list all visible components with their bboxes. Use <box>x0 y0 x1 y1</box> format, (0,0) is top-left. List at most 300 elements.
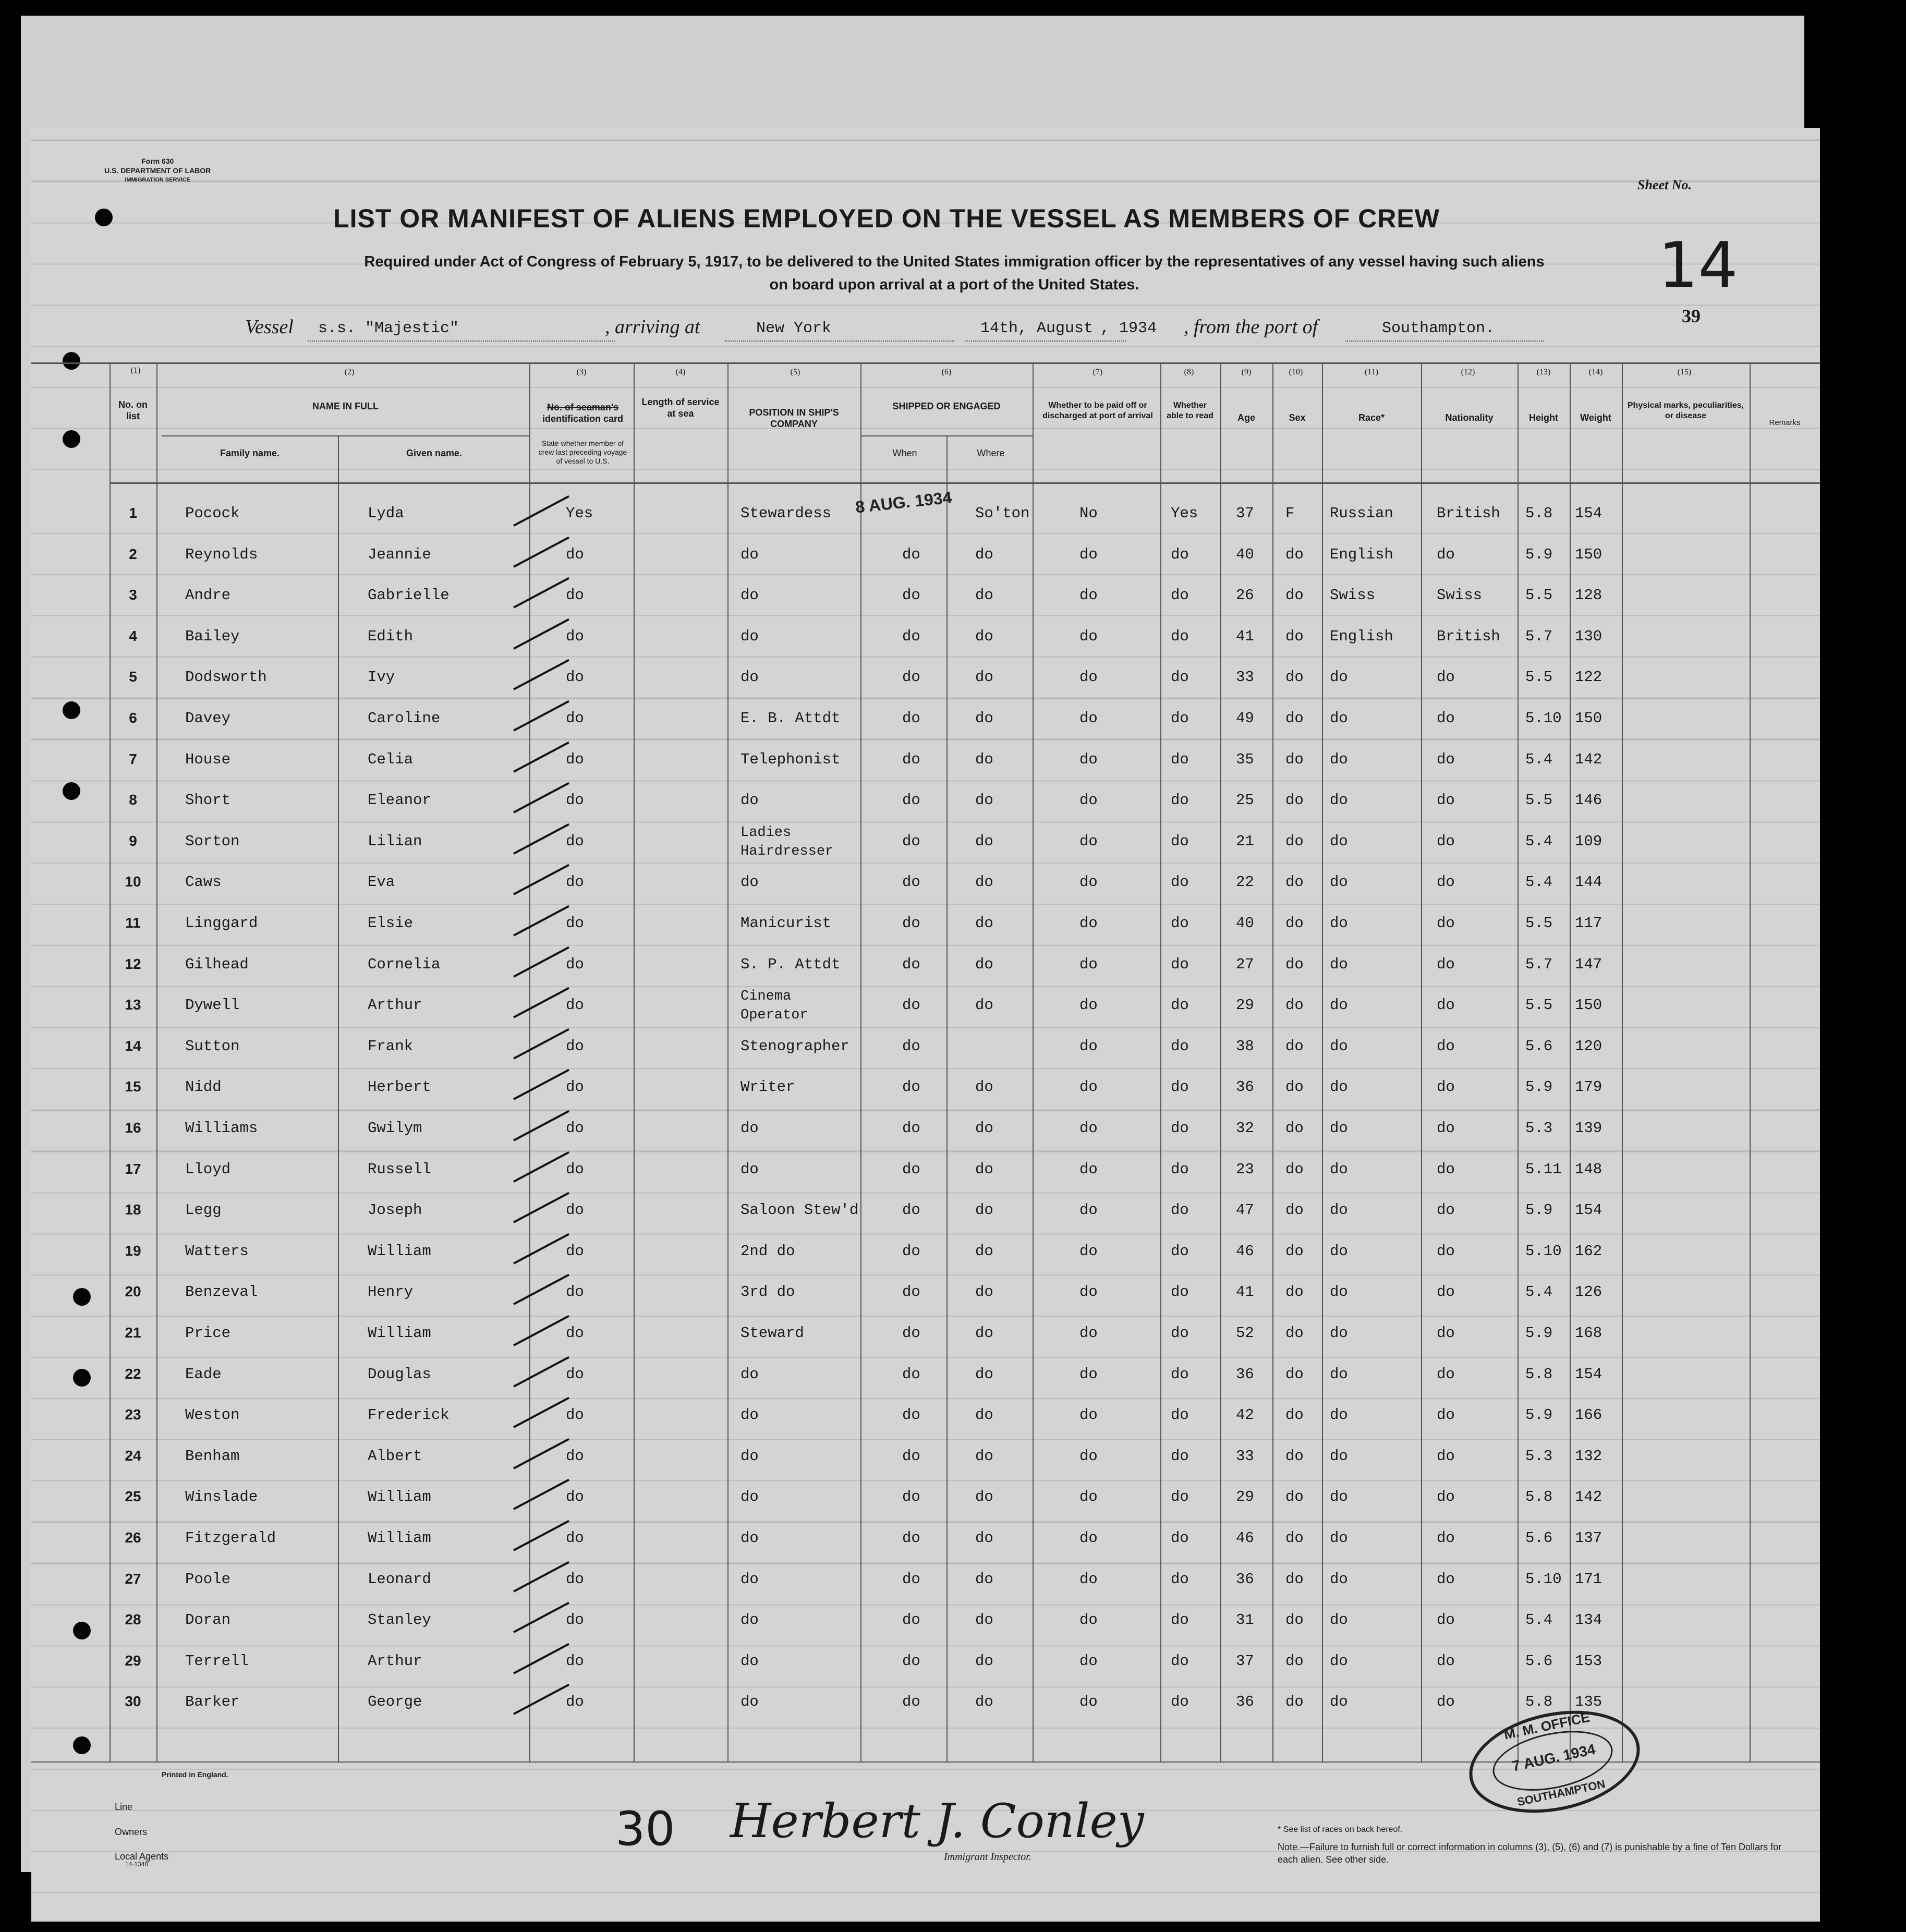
printed-label: Printed in England. <box>162 1770 228 1779</box>
nationality-cell: do <box>1437 545 1455 563</box>
dotted-rule <box>308 341 615 342</box>
weight-cell: 146 <box>1575 792 1603 809</box>
height-cell: 5.5 <box>1525 587 1553 604</box>
header-when: When <box>892 448 917 458</box>
able-to-read-cell: do <box>1171 997 1189 1014</box>
where-cell: do <box>975 1447 993 1465</box>
col-num: (5) <box>790 368 800 376</box>
where-cell: do <box>975 1120 993 1137</box>
height-cell: 5.9 <box>1525 545 1553 563</box>
when-cell: do <box>902 1406 920 1424</box>
header-height: Height <box>1529 412 1558 423</box>
nationality-cell: do <box>1437 1652 1455 1670</box>
given-name-cell: Eleanor <box>368 792 431 809</box>
able-to-read-cell: do <box>1171 1488 1189 1506</box>
where-cell: do <box>975 1365 993 1383</box>
able-to-read-cell: do <box>1171 915 1189 932</box>
position-cell: do <box>740 587 759 604</box>
punch-hole <box>95 209 113 226</box>
family-name-cell: Lloyd <box>185 1160 231 1178</box>
height-cell: 5.4 <box>1525 750 1553 768</box>
paid-off-cell: do <box>1079 915 1098 932</box>
age-cell: 33 <box>1236 669 1254 686</box>
weight-cell: 117 <box>1575 915 1603 932</box>
nationality-cell: do <box>1437 1529 1455 1547</box>
owners-label: Owners <box>115 1827 148 1837</box>
sex-cell: do <box>1285 750 1304 768</box>
where-cell: do <box>975 1325 993 1342</box>
age-cell: 36 <box>1236 1365 1254 1383</box>
sex-cell: do <box>1285 710 1304 727</box>
given-name-cell: Celia <box>368 750 414 768</box>
row-number: 15 <box>125 1078 141 1095</box>
able-to-read-cell: do <box>1171 587 1189 604</box>
given-name-cell: Frank <box>368 1037 414 1055</box>
able-to-read-cell: Yes <box>1171 505 1198 522</box>
height-cell: 5.8 <box>1525 1488 1553 1506</box>
weight-cell: 150 <box>1575 710 1603 727</box>
weight-cell: 130 <box>1575 627 1603 645</box>
paid-off-cell: do <box>1079 1283 1098 1301</box>
given-name-cell: Joseph <box>368 1201 422 1219</box>
when-cell: do <box>902 955 920 973</box>
inspector-signature: Herbert J. Conley <box>730 1794 1144 1849</box>
age-cell: 40 <box>1236 545 1254 563</box>
race-cell: do <box>1330 1078 1348 1096</box>
when-cell: do <box>902 1488 920 1506</box>
when-cell: do <box>902 1283 920 1301</box>
last-voyage-cell: do <box>566 627 584 645</box>
paid-off-cell: do <box>1079 1570 1098 1588</box>
able-to-read-cell: do <box>1171 1078 1189 1096</box>
nationality-cell: do <box>1437 1611 1455 1629</box>
row-number: 10 <box>125 873 141 890</box>
age-cell: 41 <box>1236 1283 1254 1301</box>
family-name-cell: Benham <box>185 1447 240 1465</box>
able-to-read-cell: do <box>1171 669 1189 686</box>
sheet-no-label: Sheet No. <box>1637 177 1692 192</box>
age-cell: 52 <box>1236 1325 1254 1342</box>
position-cell: do <box>740 669 759 686</box>
row-number: 11 <box>125 915 141 931</box>
family-name-cell: Sorton <box>185 832 240 850</box>
sex-cell: do <box>1285 955 1304 973</box>
paid-off-cell: do <box>1079 1037 1098 1055</box>
race-cell: do <box>1330 750 1348 768</box>
able-to-read-cell: do <box>1171 1325 1189 1342</box>
row-number: 26 <box>125 1529 141 1546</box>
sex-cell: do <box>1285 1242 1304 1260</box>
height-cell: 5.5 <box>1525 915 1553 932</box>
header-race: Race* <box>1358 412 1385 423</box>
sex-cell: do <box>1285 1447 1304 1465</box>
family-name-cell: Dodsworth <box>185 669 267 686</box>
nationality-cell: do <box>1437 1570 1455 1588</box>
agents-label: Local Agents <box>115 1851 169 1862</box>
given-name-cell: Elsie <box>368 915 414 932</box>
height-cell: 5.4 <box>1525 1283 1553 1301</box>
family-name-cell: Williams <box>185 1120 258 1137</box>
weight-cell: 134 <box>1575 1611 1603 1629</box>
position-cell: Saloon Stew'd <box>740 1201 859 1219</box>
row-number: 8 <box>129 792 137 808</box>
position-cell: Steward <box>740 1325 804 1342</box>
dotted-rule <box>725 341 954 342</box>
height-cell: 5.8 <box>1525 1693 1553 1711</box>
handwritten-sheet-number: 14 <box>1658 229 1738 302</box>
paid-off-cell: do <box>1079 1120 1098 1137</box>
col-rule <box>634 362 635 1763</box>
nationality-cell: do <box>1437 1488 1455 1506</box>
header-last-voyage: State whether member of crew last preceding voyage of vessel to U.S. <box>538 439 627 465</box>
arriving-value: New York <box>756 320 832 337</box>
weight-cell: 179 <box>1575 1078 1603 1096</box>
subtitle-line-1: Required under Act of Congress of February 5, 1917, to be delivered to the United States immigration officer by the representatives of any vessel having such aliens <box>364 253 1545 270</box>
row-number: 23 <box>125 1406 141 1423</box>
weight-cell: 162 <box>1575 1242 1603 1260</box>
age-cell: 21 <box>1236 832 1254 850</box>
given-name-cell: Frederick <box>368 1406 450 1424</box>
age-cell: 42 <box>1236 1406 1254 1424</box>
where-cell: So'ton <box>975 505 1030 522</box>
punch-hole <box>63 782 80 800</box>
row-number: 25 <box>125 1488 141 1505</box>
row-number: 19 <box>125 1242 141 1259</box>
position-cell: do <box>740 1406 759 1424</box>
family-name-cell: Short <box>185 792 231 809</box>
last-voyage-cell: do <box>566 1120 584 1137</box>
col-rule <box>1322 362 1323 1763</box>
when-cell: do <box>902 1570 920 1588</box>
given-name-cell: Ivy <box>368 669 395 686</box>
nationality-cell: do <box>1437 1078 1455 1096</box>
where-cell: do <box>975 669 993 686</box>
where-cell: do <box>975 1078 993 1096</box>
nationality-cell: do <box>1437 1242 1455 1260</box>
position-cell: do <box>740 1693 759 1711</box>
family-name-cell: Terrell <box>185 1652 249 1670</box>
sex-cell: do <box>1285 1160 1304 1178</box>
position-cell: do <box>740 1365 759 1383</box>
given-name-cell: Stanley <box>368 1611 431 1629</box>
position-cell: Ladies Hairdresser <box>740 824 834 859</box>
row-number: 24 <box>125 1447 141 1464</box>
header-given-name: Given name. <box>406 448 463 458</box>
weight-cell: 144 <box>1575 873 1603 891</box>
position-cell: Cinema Operator <box>740 989 808 1024</box>
when-cell: do <box>902 832 920 850</box>
race-cell: Swiss <box>1330 587 1376 604</box>
header-name-rule <box>162 435 529 436</box>
height-cell: 5.5 <box>1525 997 1553 1014</box>
height-cell: 5.5 <box>1525 792 1553 809</box>
race-cell: do <box>1330 1406 1348 1424</box>
family-name-cell: Winslade <box>185 1488 258 1506</box>
paid-off-cell: do <box>1079 545 1098 563</box>
sex-cell: do <box>1285 1120 1304 1137</box>
col-rule <box>860 362 861 1763</box>
row-number: 28 <box>125 1611 141 1628</box>
when-cell: do <box>902 1693 920 1711</box>
col-num: (7) <box>1092 368 1103 376</box>
when-cell: do <box>902 1447 920 1465</box>
last-voyage-cell: do <box>566 669 584 686</box>
able-to-read-cell: do <box>1171 1529 1189 1547</box>
height-cell: 5.8 <box>1525 505 1553 522</box>
age-cell: 29 <box>1236 997 1254 1014</box>
weight-cell: 150 <box>1575 997 1603 1014</box>
last-voyage-cell: do <box>566 1529 584 1547</box>
family-name-cell: Reynolds <box>185 545 258 563</box>
family-name-cell: Fitzgerald <box>185 1529 276 1547</box>
handwritten-sub-number: 39 <box>1682 306 1701 326</box>
position-cell: S. P. Attdt <box>740 955 841 973</box>
sex-cell: do <box>1285 545 1304 563</box>
last-voyage-cell: do <box>566 955 584 973</box>
position-cell: do <box>740 545 759 563</box>
race-cell: do <box>1330 1693 1348 1711</box>
age-cell: 36 <box>1236 1570 1254 1588</box>
nationality-cell: do <box>1437 669 1455 686</box>
header-name-in-full: NAME IN FULL <box>312 401 379 411</box>
able-to-read-cell: do <box>1171 1201 1189 1219</box>
row-number: 21 <box>125 1325 141 1341</box>
stamp-date: 7 AUG. 1934 <box>1510 1741 1597 1775</box>
when-cell: do <box>902 873 920 891</box>
row-number: 13 <box>125 997 141 1013</box>
family-name-cell: House <box>185 750 231 768</box>
age-cell: 23 <box>1236 1160 1254 1178</box>
last-voyage-cell: do <box>566 873 584 891</box>
position-cell: do <box>740 1529 759 1547</box>
header-shipped: SHIPPED OR ENGAGED <box>892 401 1001 411</box>
race-cell: do <box>1330 1447 1348 1465</box>
race-cell: do <box>1330 1488 1348 1506</box>
age-cell: 37 <box>1236 1652 1254 1670</box>
when-cell: do <box>902 545 920 563</box>
sex-cell: do <box>1285 587 1304 604</box>
department-name: U.S. DEPARTMENT OF LABOR <box>104 166 211 175</box>
stamp-city: SOUTHAMPTON <box>1515 1777 1607 1809</box>
height-cell: 5.3 <box>1525 1447 1553 1465</box>
given-name-cell: William <box>368 1242 431 1260</box>
last-voyage-cell: do <box>566 1283 584 1301</box>
weight-cell: 153 <box>1575 1652 1603 1670</box>
when-cell: do <box>902 627 920 645</box>
nationality-cell: do <box>1437 997 1455 1014</box>
col-num: (10) <box>1289 368 1303 376</box>
subtitle <box>271 250 1637 296</box>
given-name-cell: Gwilym <box>368 1120 422 1137</box>
when-cell: do <box>902 1611 920 1629</box>
paid-off-cell: do <box>1079 669 1098 686</box>
given-name-cell: Henry <box>368 1283 414 1301</box>
nationality-cell: do <box>1437 1283 1455 1301</box>
able-to-read-cell: do <box>1171 955 1189 973</box>
weight-cell: 168 <box>1575 1325 1603 1342</box>
race-cell: do <box>1330 1201 1348 1219</box>
header-bottom-rule <box>110 482 1820 484</box>
given-name-cell: Cornelia <box>368 955 441 973</box>
age-cell: 25 <box>1236 792 1254 809</box>
sex-cell: do <box>1285 1201 1304 1219</box>
weight-cell: 120 <box>1575 1037 1603 1055</box>
race-cell: do <box>1330 873 1348 891</box>
family-name-cell: Weston <box>185 1406 240 1424</box>
paid-off-cell: do <box>1079 955 1098 973</box>
position-cell: Stenographer <box>740 1037 849 1055</box>
able-to-read-cell: do <box>1171 1120 1189 1137</box>
weight-cell: 154 <box>1575 1201 1603 1219</box>
col-num: (13) <box>1536 368 1551 376</box>
weight-cell: 154 <box>1575 1365 1603 1383</box>
weight-cell: 142 <box>1575 1488 1603 1506</box>
from-value: Southampton. <box>1382 320 1495 337</box>
family-name-cell: Benzeval <box>185 1283 258 1301</box>
sex-cell: do <box>1285 1693 1304 1711</box>
paid-off-cell: do <box>1079 1447 1098 1465</box>
given-name-cell: Eva <box>368 873 395 891</box>
height-cell: 5.6 <box>1525 1652 1553 1670</box>
when-cell: do <box>902 1078 920 1096</box>
age-cell: 36 <box>1236 1693 1254 1711</box>
height-cell: 5.6 <box>1525 1529 1553 1547</box>
row-number: 9 <box>129 832 137 849</box>
height-cell: 5.9 <box>1525 1201 1553 1219</box>
race-cell: do <box>1330 1120 1348 1137</box>
col-num: (8) <box>1184 368 1194 376</box>
race-cell: do <box>1330 1242 1348 1260</box>
nationality-cell: do <box>1437 710 1455 727</box>
total-count: 30 <box>615 1802 675 1856</box>
given-name-cell: Caroline <box>368 710 441 727</box>
punch-hole <box>73 1288 91 1306</box>
when-cell: do <box>902 1201 920 1219</box>
where-cell: do <box>975 587 993 604</box>
paid-off-cell: do <box>1079 1160 1098 1178</box>
family-name-cell: Andre <box>185 587 231 604</box>
race-cell: do <box>1330 1570 1348 1588</box>
able-to-read-cell: do <box>1171 1160 1189 1178</box>
nationality-cell: do <box>1437 955 1455 973</box>
last-voyage-cell: do <box>566 545 584 563</box>
race-cell: do <box>1330 1365 1348 1383</box>
sex-cell: do <box>1285 1529 1304 1547</box>
when-cell: do <box>902 915 920 932</box>
age-cell: 40 <box>1236 915 1254 932</box>
where-cell: do <box>975 792 993 809</box>
given-name-cell: William <box>368 1488 431 1506</box>
age-cell: 37 <box>1236 505 1254 522</box>
able-to-read-cell: do <box>1171 1611 1189 1629</box>
col-rule <box>156 362 157 1763</box>
nationality-cell: do <box>1437 1120 1455 1137</box>
sex-cell: do <box>1285 1406 1304 1424</box>
col-rule <box>1272 362 1273 1763</box>
nationality-cell: do <box>1437 915 1455 932</box>
when-cell: do <box>902 792 920 809</box>
able-to-read-cell: do <box>1171 873 1189 891</box>
weight-cell: 132 <box>1575 1447 1603 1465</box>
row-number: 12 <box>125 955 141 972</box>
where-cell: do <box>975 1529 993 1547</box>
where-cell: do <box>975 1488 993 1506</box>
race-cell: do <box>1330 997 1348 1014</box>
inspector-label: Immigrant Inspector. <box>944 1851 1031 1863</box>
when-cell: do <box>902 587 920 604</box>
given-name-cell: Gabrielle <box>368 587 450 604</box>
family-name-cell: Caws <box>185 873 222 891</box>
age-cell: 27 <box>1236 955 1254 973</box>
able-to-read-cell: do <box>1171 545 1189 563</box>
where-cell: do <box>975 1406 993 1424</box>
row-number: 2 <box>129 545 137 562</box>
race-cell: do <box>1330 1652 1348 1670</box>
height-cell: 5.6 <box>1525 1037 1553 1055</box>
row-number: 6 <box>129 710 137 726</box>
where-cell: do <box>975 1570 993 1588</box>
height-cell: 5.5 <box>1525 669 1553 686</box>
given-name-cell: Arthur <box>368 1652 422 1670</box>
punch-hole <box>63 701 80 719</box>
when-cell: do <box>902 1365 920 1383</box>
col-rule <box>338 435 339 1763</box>
last-voyage-cell: do <box>566 1406 584 1424</box>
col-rule <box>1421 362 1422 1763</box>
where-cell: do <box>975 955 993 973</box>
sex-cell: do <box>1285 1652 1304 1670</box>
position-cell: Stewardess <box>740 505 832 522</box>
row-number: 3 <box>129 587 137 603</box>
family-name-cell: Poole <box>185 1570 231 1588</box>
col-num: (3) <box>576 368 587 376</box>
given-name-cell: Lilian <box>368 832 422 850</box>
paid-off-cell: do <box>1079 1325 1098 1342</box>
given-name-cell: Leonard <box>368 1570 431 1588</box>
last-voyage-cell: do <box>566 1160 584 1178</box>
col-rule <box>727 362 729 1763</box>
height-cell: 5.10 <box>1525 1242 1562 1260</box>
sex-cell: do <box>1285 1325 1304 1342</box>
race-cell: do <box>1330 1529 1348 1547</box>
punch-hole <box>73 1622 91 1639</box>
sex-cell: do <box>1285 792 1304 809</box>
given-name-cell: Arthur <box>368 997 422 1014</box>
last-voyage-cell: Yes <box>566 505 593 522</box>
sex-cell: do <box>1285 1078 1304 1096</box>
stamp-office: M. M. OFFICE <box>1502 1709 1592 1743</box>
row-number: 4 <box>129 627 137 644</box>
paid-off-cell: do <box>1079 1201 1098 1219</box>
weight-cell: 150 <box>1575 545 1603 563</box>
family-name-cell: Barker <box>185 1693 240 1711</box>
year-value: , 1934 <box>1100 320 1157 337</box>
nationality-cell: British <box>1437 505 1500 522</box>
sex-cell: do <box>1285 1488 1304 1506</box>
position-cell: 2nd do <box>740 1242 795 1260</box>
where-cell: do <box>975 1693 993 1711</box>
last-voyage-cell: do <box>566 1365 584 1383</box>
family-name-cell: Watters <box>185 1242 249 1260</box>
last-voyage-cell: do <box>566 832 584 850</box>
last-voyage-cell: do <box>566 1611 584 1629</box>
nationality-cell: do <box>1437 1693 1455 1711</box>
paid-off-cell: do <box>1079 997 1098 1014</box>
col-rule <box>1517 362 1519 1763</box>
age-cell: 41 <box>1236 627 1254 645</box>
paid-off-cell: do <box>1079 1406 1098 1424</box>
given-name-cell: William <box>368 1325 431 1342</box>
